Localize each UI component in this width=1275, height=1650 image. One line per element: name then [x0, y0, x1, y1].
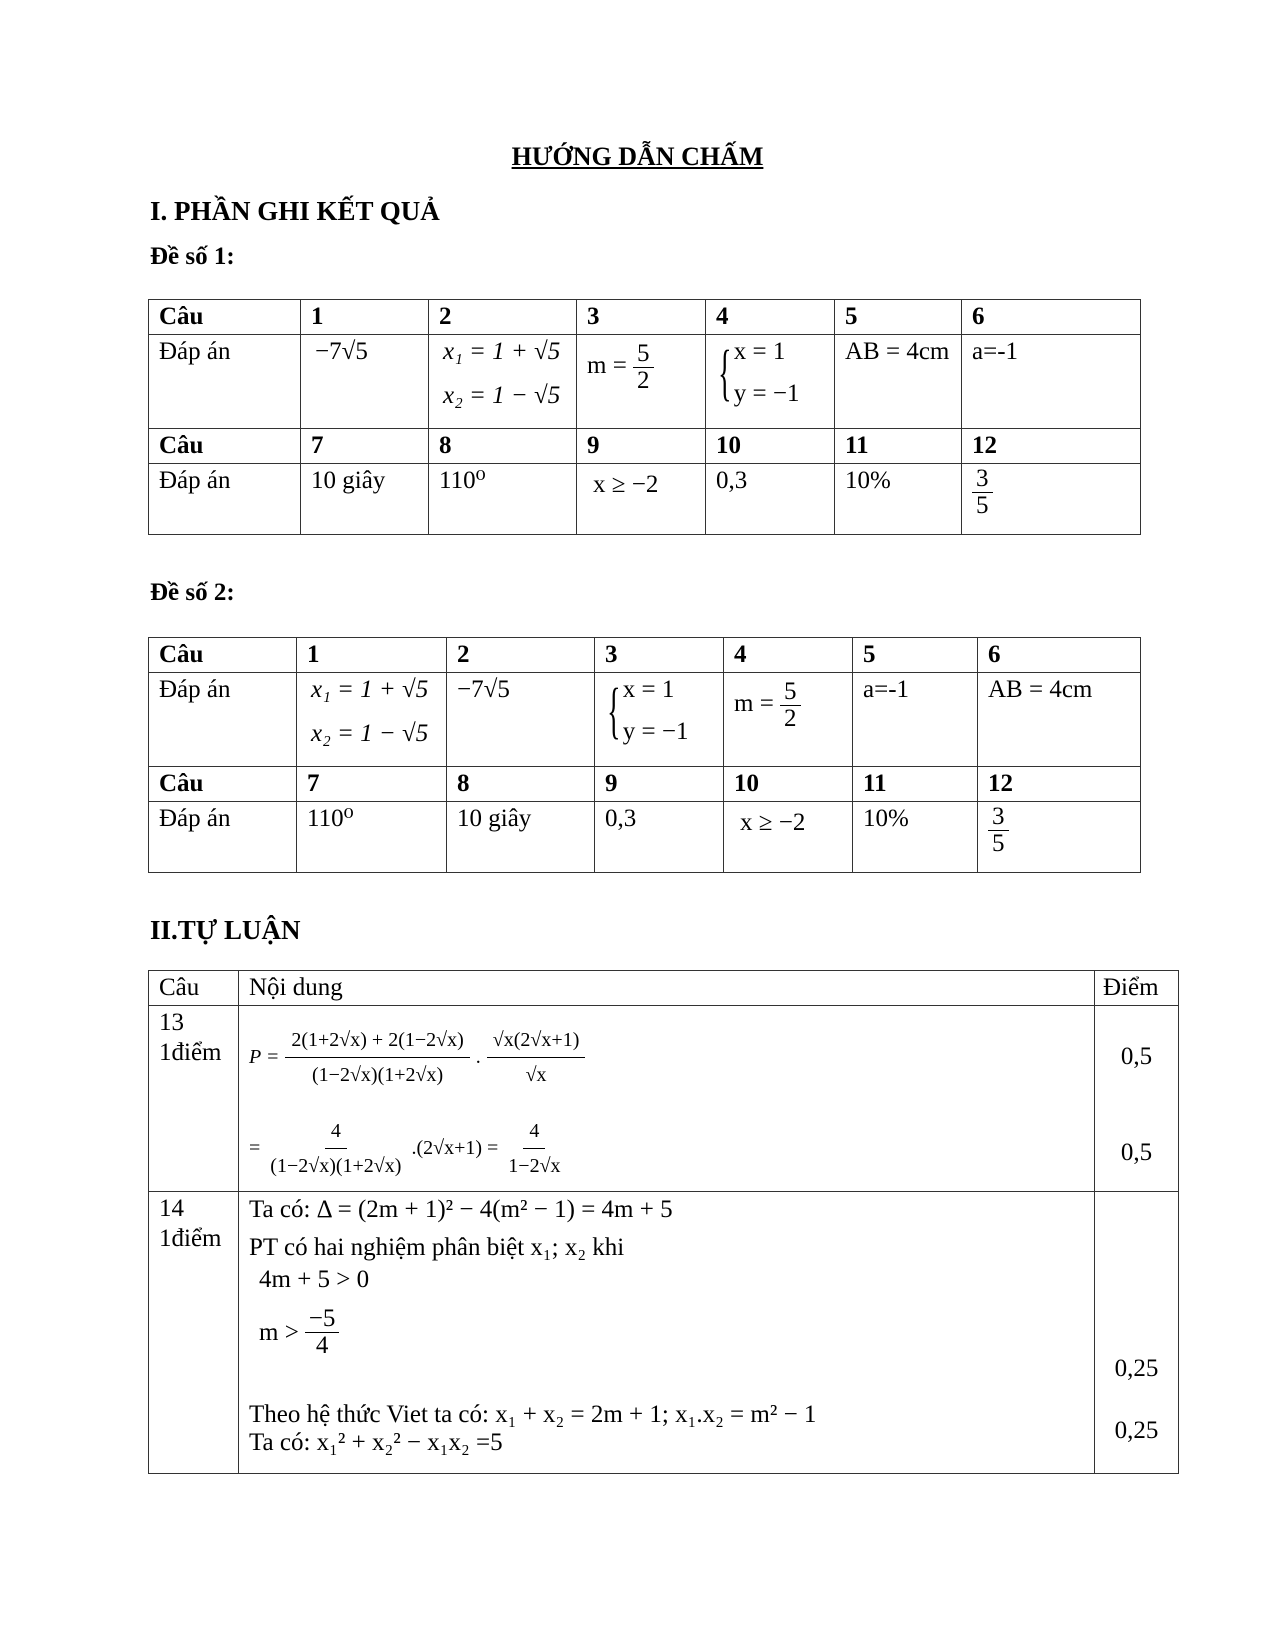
fraction: [305, 1306, 340, 1359]
fraction: [504, 1118, 564, 1179]
de1-question-row-1: [149, 300, 1141, 335]
q14-line-5: Theo hệ thức Viet ta có: x₁ + x₂ = 2m + 1; x₁.x₂ = m² − 1: [249, 1401, 817, 1428]
answer-8: 10 giây: [447, 802, 595, 873]
question-number: 9: [577, 429, 706, 464]
q14-line-1: Ta có: Δ = (2m + 1)² − 4(m² − 1) = 4m + 5: [249, 1196, 673, 1223]
answer-9: 0,3: [595, 802, 724, 873]
q14-line-2: PT có hai nghiệm phân biệt x₁; x₂ khi: [249, 1234, 625, 1261]
de2-heading: Đề số 2:: [150, 579, 235, 606]
answer-6: AB = 4cm: [978, 673, 1141, 767]
q13-line-1: P = $\frac{2(1+2√x) + 2(1-2√x)}{(1-2√x)(1+2√x)}$ . $\frac{√x(2√x+1)}{√x}$: [249, 1012, 1084, 1102]
question-14-cell: [149, 1192, 239, 1474]
fraction-denominator: 1−2√x: [508, 1154, 561, 1177]
question-number: 9: [595, 767, 724, 802]
fraction: [972, 466, 993, 519]
question-14-scores: [1095, 1192, 1179, 1474]
fraction: [633, 341, 654, 394]
answer-3: [577, 335, 706, 429]
de1-answer-row-1: [149, 335, 1141, 429]
question-number: 11: [835, 429, 962, 464]
fraction-numerator: 3: [988, 804, 1009, 831]
question-number: 5: [835, 300, 962, 335]
fraction-numerator: 2(1+2√x) + 2(1−2√x): [285, 1027, 469, 1058]
question-number: 7: [301, 429, 429, 464]
header-noi-dung: Nội dung: [239, 971, 1095, 1006]
question-points: 1điểm: [159, 1225, 222, 1252]
system-line-2: y = −1: [733, 380, 800, 407]
header-diem: Điểm: [1095, 971, 1179, 1006]
dap-an-label: Đáp án: [149, 464, 301, 535]
question-number: 5: [853, 638, 978, 673]
q14-line-6: Ta có: x₁² + x₂² − x₁x₂ =5: [249, 1429, 503, 1456]
essay-header-row: [149, 971, 1179, 1006]
fraction-numerator: −5: [305, 1306, 340, 1333]
system-line-1: x = 1: [733, 338, 786, 365]
score: 0,25: [1114, 1355, 1159, 1382]
de1-answer-row-2: [149, 464, 1141, 535]
question-number: 10: [706, 429, 835, 464]
answer-11: 10%: [853, 802, 978, 873]
equation-middle: .(2√x+1) =: [411, 1137, 499, 1159]
answer-12: [978, 802, 1141, 873]
de2-question-row-2: [149, 767, 1141, 802]
answer-3: [595, 673, 724, 767]
brace-icon: {: [607, 677, 621, 745]
fraction-denominator: 5: [992, 830, 1005, 857]
question-number: 4: [706, 300, 835, 335]
question-number: 12: [962, 429, 1141, 464]
fraction: [285, 1027, 469, 1088]
answer-3-prefix: m =: [587, 352, 627, 380]
fraction-denominator: 2: [784, 705, 797, 732]
question-13-content: [239, 1006, 1095, 1192]
fraction-denominator: 5: [976, 492, 989, 519]
answer-9: x ≥ −2: [577, 464, 706, 535]
fraction-numerator: 3: [972, 466, 993, 493]
question-number: 1: [301, 300, 429, 335]
de2-answer-row-1: [149, 673, 1141, 767]
answer-8: 110⁰: [429, 464, 577, 535]
section-heading-essay: II.TỰ LUẬN: [150, 915, 301, 945]
answer-4-prefix: m =: [734, 690, 774, 718]
q13-line-2: = $\frac{4}{(1-2√x)(1+2√x)}$ .(2√x+1) = $\frac{4}{1-2√x}$: [249, 1108, 1084, 1188]
page-title: HƯỚNG DẪN CHẤM: [511, 142, 764, 171]
question-number: 2: [429, 300, 577, 335]
dap-an-label: Đáp án: [149, 335, 301, 429]
question-number: 4: [724, 638, 853, 673]
score: 0,25: [1114, 1417, 1159, 1444]
score: 0,5: [1120, 1043, 1153, 1070]
section-heading-results: I. PHẦN GHI KẾT QUẢ: [150, 196, 440, 226]
answer-7: 110⁰: [297, 802, 447, 873]
system-line-1: x = 1: [622, 676, 675, 703]
answer-1: [297, 673, 447, 767]
answer-2: −7√5: [447, 673, 595, 767]
answer-2: [429, 335, 577, 429]
question-number: 3: [577, 300, 706, 335]
fraction-denominator: 2: [637, 367, 650, 394]
answer-1: −7√5: [301, 335, 429, 429]
cau-label: Câu: [149, 767, 297, 802]
header-cau: Câu: [149, 971, 239, 1006]
question-13-cell: [149, 1006, 239, 1192]
de1-answer-table: [148, 299, 1141, 535]
fraction-numerator: 4: [523, 1118, 545, 1149]
answer-5: a=-1: [853, 673, 978, 767]
fraction: [266, 1118, 405, 1179]
answer-10: x ≥ −2: [724, 802, 853, 873]
answer-2-line-2: x₂ = 1 − √5: [443, 382, 561, 409]
answer-4: [724, 673, 853, 767]
de2-answer-row-2: [149, 802, 1141, 873]
answer-7: 10 giây: [301, 464, 429, 535]
fraction-numerator: √x(2√x+1): [487, 1027, 586, 1058]
answer-4: [706, 335, 835, 429]
answer-2-line-1: x₁ = 1 + √5: [443, 338, 561, 365]
cau-label: Câu: [149, 429, 301, 464]
de2-answer-table: [148, 637, 1141, 873]
fraction-denominator: (1−2√x)(1+2√x): [270, 1154, 402, 1177]
de1-heading: Đề số 1:: [150, 243, 235, 270]
question-number: 8: [447, 767, 595, 802]
question-number: 1: [297, 638, 447, 673]
question-number: 13: [159, 1009, 184, 1036]
cau-label: Câu: [149, 300, 301, 335]
answer-1-line-1: x₁ = 1 + √5: [311, 676, 429, 703]
fraction-denominator: 4: [315, 1332, 329, 1359]
answer-1-line-2: x₂ = 1 − √5: [311, 720, 429, 747]
essay-table: [148, 970, 1179, 1474]
dap-an-label: Đáp án: [149, 673, 297, 767]
fraction: [487, 1027, 586, 1088]
fraction-numerator: 5: [633, 341, 654, 368]
fraction-denominator: (1−2√x)(1+2√x): [312, 1063, 444, 1086]
question-number: 10: [724, 767, 853, 802]
fraction-numerator: 5: [780, 679, 801, 706]
question-number: 3: [595, 638, 724, 673]
question-number: 2: [447, 638, 595, 673]
essay-row-13: [149, 1006, 1179, 1192]
question-number: 7: [297, 767, 447, 802]
question-13-scores: [1095, 1006, 1179, 1192]
question-number: 6: [978, 638, 1141, 673]
dap-an-label: Đáp án: [149, 802, 297, 873]
system-line-2: y = −1: [622, 718, 689, 745]
de2-question-row-1: [149, 638, 1141, 673]
fraction-denominator: √x: [525, 1063, 547, 1086]
question-14-content: [239, 1192, 1095, 1474]
answer-10: 0,3: [706, 464, 835, 535]
fraction: [988, 804, 1009, 857]
question-number: 8: [429, 429, 577, 464]
brace-icon: {: [718, 339, 732, 407]
inequality-prefix: m >: [259, 1318, 299, 1346]
q14-line-4: [249, 1306, 1084, 1359]
answer-12: [962, 464, 1141, 535]
score: 0,5: [1120, 1139, 1153, 1166]
question-number: 11: [853, 767, 978, 802]
question-points: 1điểm: [159, 1039, 222, 1066]
answer-11: 10%: [835, 464, 962, 535]
answer-6: a=-1: [962, 335, 1141, 429]
question-number: 14: [159, 1195, 184, 1222]
de1-question-row-2: [149, 429, 1141, 464]
question-number: 6: [962, 300, 1141, 335]
cau-label: Câu: [149, 638, 297, 673]
q14-line-3: 4m + 5 > 0: [259, 1266, 370, 1293]
equation-lhs: P =: [249, 1046, 280, 1068]
fraction-numerator: 4: [325, 1118, 347, 1149]
answer-5: AB = 4cm: [835, 335, 962, 429]
essay-row-14: [149, 1192, 1179, 1474]
question-number: 12: [978, 767, 1141, 802]
fraction: [780, 679, 801, 732]
